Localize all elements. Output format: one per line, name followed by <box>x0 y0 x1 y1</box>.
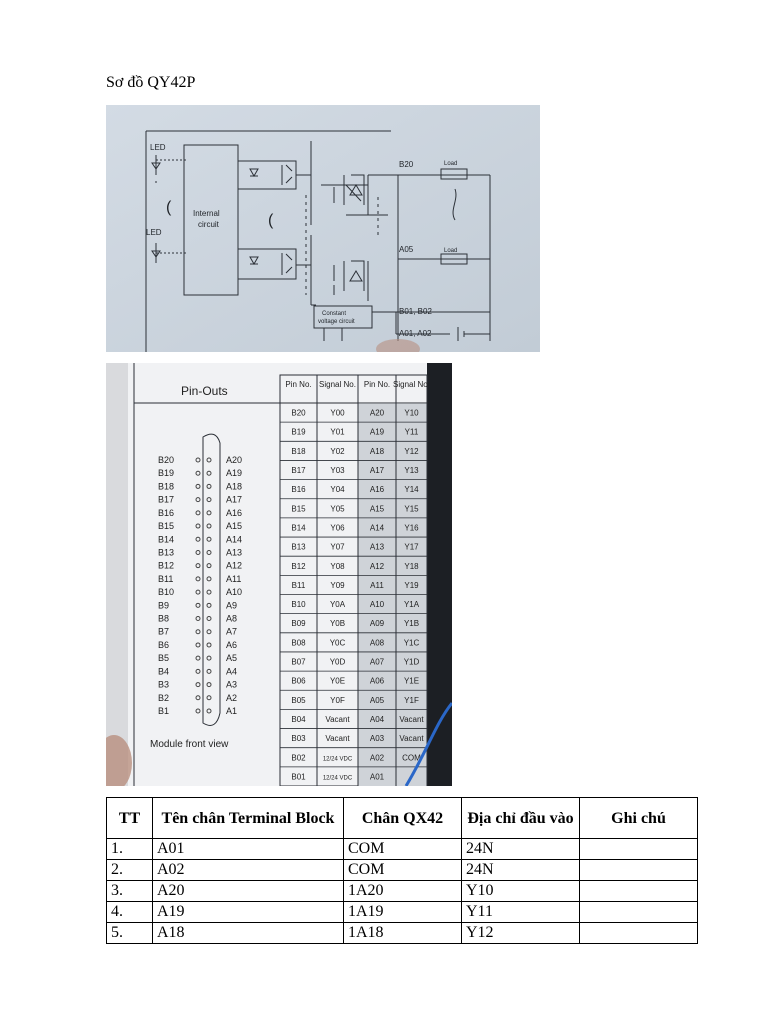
pinout-cell: COM <box>402 753 421 763</box>
pinout-cell: B05 <box>291 695 306 705</box>
header-address: Địa chỉ đầu vào <box>462 798 580 839</box>
pinout-cell: Y0C <box>329 638 346 648</box>
pinout-cell: A17 <box>369 466 385 476</box>
pinout-cell: A12 <box>369 561 385 571</box>
pinout-cell: Y17 <box>404 542 419 552</box>
connector-pin-left-label: B14 <box>158 534 175 545</box>
pin-b01-b02-label: B01, B02 <box>399 307 432 316</box>
internal-circuit-label-2: circuit <box>198 220 219 229</box>
pinout-photo <box>106 363 452 786</box>
pinout-cell: A10 <box>369 600 385 610</box>
pinout-cell: B18 <box>291 446 306 456</box>
pinout-cell: Y14 <box>404 485 419 495</box>
cell-address: Y12 <box>462 923 580 944</box>
connector-pin-right-label: A19 <box>226 468 243 479</box>
pin-b20-label: B20 <box>399 160 414 169</box>
table-row <box>107 860 698 881</box>
connector-pin-left-label: B8 <box>158 613 170 624</box>
pinout-cell: Y13 <box>404 466 419 476</box>
pinout-cell: A06 <box>369 676 385 686</box>
cell-chan: COM <box>344 860 462 881</box>
pinout-cell: Y12 <box>404 446 419 456</box>
pinout-cell: B14 <box>291 523 306 533</box>
pinout-cell: A08 <box>369 638 385 648</box>
pinout-cell: Y02 <box>330 446 345 456</box>
module-front-view-label: Module front view <box>150 739 229 750</box>
connector-pin-right-label: A7 <box>226 626 238 637</box>
cell-chan: 1A19 <box>344 902 462 923</box>
led-top-label: LED <box>150 143 166 152</box>
pinout-cell: A03 <box>369 734 385 744</box>
pinout-cell: B16 <box>291 485 306 495</box>
cell-terminal: A19 <box>153 902 344 923</box>
terminal-mapping-table <box>106 797 698 944</box>
pinout-cell: Y05 <box>330 504 345 514</box>
pinout-cell: A09 <box>369 619 385 629</box>
pinout-cell: B15 <box>291 504 306 514</box>
pinout-cell: Y06 <box>330 523 345 533</box>
table-row <box>107 881 698 902</box>
cell-note <box>580 881 698 902</box>
pinout-cell: Vacant <box>325 734 350 744</box>
connector-pin-right-label: A12 <box>226 560 243 571</box>
cell-terminal: A02 <box>153 860 344 881</box>
cell-address: Y10 <box>462 881 580 902</box>
connector-pin-left-label: B19 <box>158 468 175 479</box>
connector-pin-right-label: A1 <box>226 706 238 716</box>
ellipsis-mark-left: ( <box>166 199 172 216</box>
connector-pin-left-label: B18 <box>158 481 175 492</box>
pinout-cell: A02 <box>369 753 385 763</box>
pinout-cell: Vacant <box>325 714 350 724</box>
pinout-cell: Y15 <box>404 504 419 514</box>
pinout-cell: Y1E <box>403 676 420 686</box>
header-chan: Chân QX42 <box>344 798 462 839</box>
connector-pin-right-label: A11 <box>226 573 242 584</box>
pin-a01-a02-label: A01, A02 <box>399 329 432 338</box>
connector-pin-right-label: A10 <box>226 587 243 598</box>
pinout-col-header: Pin No. <box>285 380 312 389</box>
pinout-cell: B20 <box>291 408 306 418</box>
cell-tt: 4. <box>107 902 153 923</box>
cell-tt: 5. <box>107 923 153 944</box>
pinout-cell: Y00 <box>330 408 345 418</box>
pinout-cell: A05 <box>369 695 385 705</box>
pinouts-heading: Pin-Outs <box>181 384 228 398</box>
header-note: Ghi chú <box>580 798 698 839</box>
connector-pin-right-label: A4 <box>226 666 238 677</box>
cell-tt: 3. <box>107 881 153 902</box>
cell-terminal: A20 <box>153 881 344 902</box>
cell-note <box>580 860 698 881</box>
cell-note <box>580 902 698 923</box>
cell-chan: 1A20 <box>344 881 462 902</box>
pinout-cell: Y1B <box>403 619 420 629</box>
pinout-cell: Y19 <box>404 580 419 590</box>
connector-pin-left-label: B2 <box>158 692 170 703</box>
pinout-cell: A15 <box>369 504 385 514</box>
pinout-cell: Y08 <box>330 561 345 571</box>
pinout-cell: Vacant <box>399 714 424 724</box>
table-row <box>107 923 698 944</box>
pinout-cell: Y1F <box>404 695 419 705</box>
table-row <box>107 839 698 860</box>
pinout-cell: B01 <box>291 772 306 782</box>
cell-chan: COM <box>344 839 462 860</box>
pinout-cell: Y09 <box>330 580 345 590</box>
pinout-cell: Y10 <box>404 408 419 418</box>
pinout-cell: 12/24 VDC <box>322 756 353 763</box>
connector-pin-left-label: B9 <box>158 600 170 611</box>
pin-a05-label: A05 <box>399 245 414 254</box>
pinout-cell: A01 <box>369 772 385 782</box>
connector-pin-right-label: A3 <box>226 679 238 690</box>
cell-note <box>580 839 698 860</box>
connector-pin-left-label: B4 <box>158 666 170 677</box>
pinout-cell: B09 <box>291 619 306 629</box>
pinout-cell: B02 <box>291 753 306 763</box>
pinout-cell: A19 <box>369 427 385 437</box>
connector-pin-left-label: B15 <box>158 521 175 532</box>
pinout-cell: B03 <box>291 734 306 744</box>
page-title: Sơ đồ QY42P <box>106 74 196 91</box>
header-tt: TT <box>107 798 153 839</box>
cell-tt: 2. <box>107 860 153 881</box>
pinout-col-header: Pin No. <box>363 380 391 389</box>
connector-pin-left-label: B11 <box>158 573 174 584</box>
table-header-row <box>107 798 698 839</box>
connector-pin-right-label: A8 <box>226 613 238 624</box>
constant-voltage-label-1: Constant <box>322 311 347 317</box>
connector-pin-left-label: B10 <box>158 587 175 598</box>
cell-terminal: A01 <box>153 839 344 860</box>
pinout-cell: Y04 <box>330 485 345 495</box>
pinout-cell: B12 <box>291 561 306 571</box>
connector-pin-right-label: A14 <box>226 534 243 545</box>
ellipsis-mark-middle: ( <box>268 212 274 229</box>
pinout-cell: A11 <box>370 580 384 590</box>
connector-pin-right-label: A20 <box>226 455 243 465</box>
cell-address: Y11 <box>462 902 580 923</box>
cell-address: 24N <box>462 839 580 860</box>
pinout-cell: B11 <box>291 580 306 590</box>
pinout-cell: B08 <box>291 638 306 648</box>
wiring-diagram-photo <box>106 105 540 352</box>
cell-note <box>580 923 698 944</box>
connector-pin-right-label: A17 <box>226 494 243 505</box>
connector-pin-left-label: B7 <box>158 626 170 637</box>
connector-pin-left-label: B20 <box>158 455 175 465</box>
pinout-cell: Y1D <box>403 657 420 667</box>
pinout-cell: Y0E <box>329 676 346 686</box>
connector-pin-left-label: B3 <box>158 679 170 690</box>
pinout-cell: Y1C <box>403 638 420 648</box>
connector-pin-right-label: A5 <box>226 653 238 664</box>
pinout-cell: B06 <box>291 676 306 686</box>
pinout-cell: Y0F <box>330 695 345 705</box>
led-bottom-label: LED <box>146 228 162 237</box>
load-bottom-label: Load <box>444 248 458 254</box>
connector-pin-right-label: A18 <box>226 481 243 492</box>
pinout-cell: Y0B <box>329 619 346 629</box>
load-top-label: Load <box>444 161 458 167</box>
connector-pin-right-label: A6 <box>226 639 238 650</box>
connector-pin-left-label: B12 <box>158 560 175 571</box>
internal-circuit-label-1: Internal <box>193 209 220 218</box>
connector-pin-left-label: B17 <box>158 494 175 505</box>
pinout-cell: Y0A <box>329 600 346 610</box>
pinout-cell: Y01 <box>330 427 345 437</box>
connector-pin-right-label: A16 <box>226 507 243 518</box>
pinout-cell: B19 <box>291 427 306 437</box>
cell-tt: 1. <box>107 839 153 860</box>
pinout-col-header: Signal No. <box>319 380 356 389</box>
connector-pin-right-label: A2 <box>226 692 238 703</box>
connector-pin-right-label: A13 <box>226 547 243 558</box>
pinout-cell: Y16 <box>404 523 419 533</box>
connector-pin-left-label: B5 <box>158 653 170 664</box>
pinout-cell: Y18 <box>404 561 419 571</box>
connector-pin-left-label: B16 <box>158 507 175 518</box>
connector-pin-left-label: B13 <box>158 547 175 558</box>
pinout-cell: A16 <box>369 485 385 495</box>
pinout-cell: A20 <box>369 408 385 418</box>
connector-pin-right-label: A15 <box>226 521 243 532</box>
pinout-cell: B17 <box>291 466 306 476</box>
connector-pin-left-label: B1 <box>158 706 170 716</box>
pinout-cell: Vacant <box>399 734 424 744</box>
connector-pin-left-label: B6 <box>158 639 170 650</box>
connector-pin-right-label: A9 <box>226 600 238 611</box>
pinout-cell: Y07 <box>330 542 345 552</box>
pinout-cell: B07 <box>291 657 306 667</box>
cell-chan: 1A18 <box>344 923 462 944</box>
pinout-cell: Y03 <box>330 466 345 476</box>
pinout-cell: B10 <box>291 600 306 610</box>
pinout-cell: A04 <box>369 714 385 724</box>
cell-terminal: A18 <box>153 923 344 944</box>
pinout-cell: Y1A <box>403 600 420 610</box>
pinout-cell: Y11 <box>404 427 419 437</box>
constant-voltage-label-2: voltage circuit <box>318 319 355 325</box>
pinout-cell: B04 <box>291 714 306 724</box>
pinout-cell: A18 <box>369 446 385 456</box>
cell-address: 24N <box>462 860 580 881</box>
pinout-col-header: Signal No. <box>393 380 430 389</box>
pinout-cell: 12/24 VDC <box>322 775 353 782</box>
pinout-cell: B13 <box>291 542 306 552</box>
table-row <box>107 902 698 923</box>
header-terminal: Tên chân Terminal Block <box>153 798 344 839</box>
pinout-cell: Y0D <box>329 657 346 667</box>
pinout-cell: A13 <box>369 542 385 552</box>
pinout-cell: A14 <box>369 523 385 533</box>
pinout-cell: A07 <box>369 657 385 667</box>
